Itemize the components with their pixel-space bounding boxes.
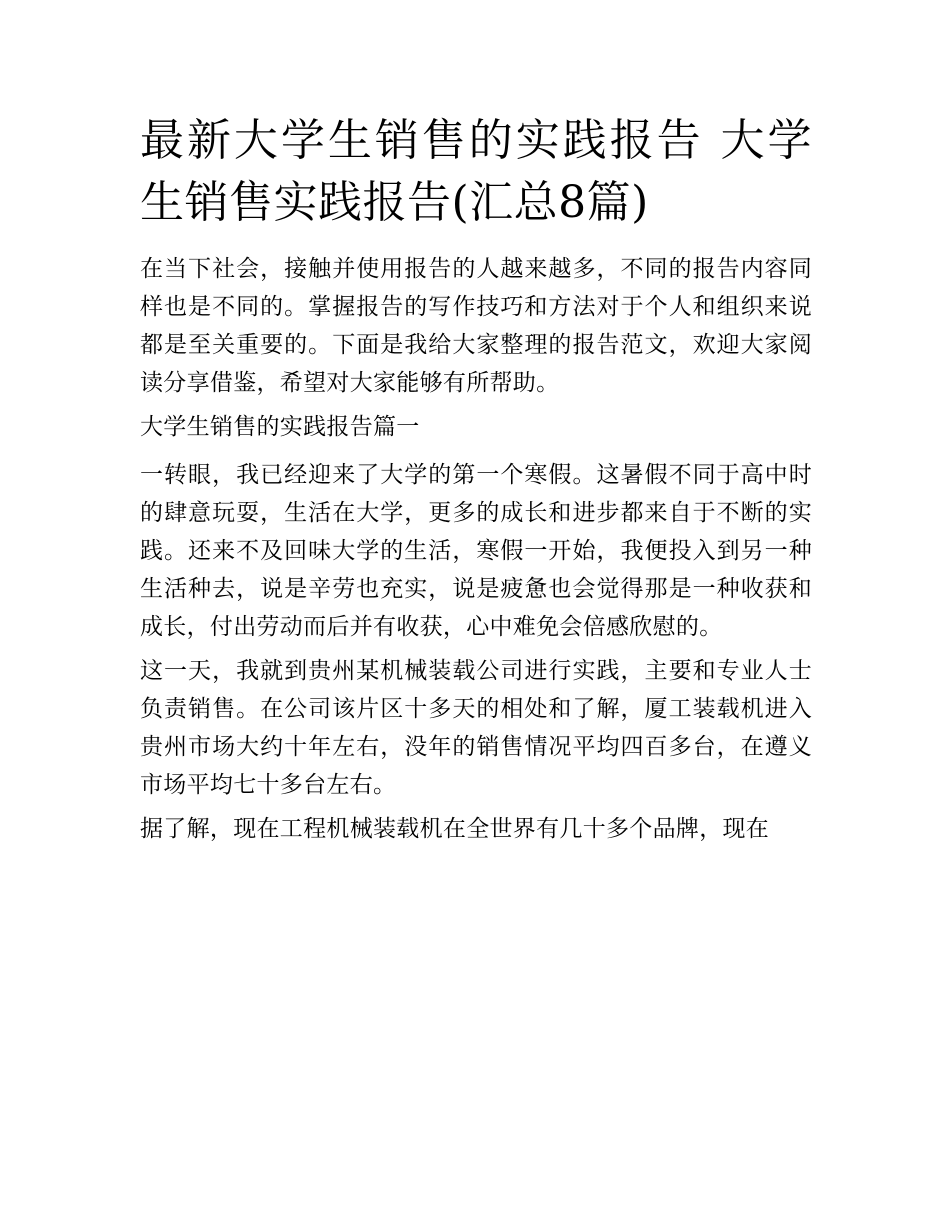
body-paragraph: 这一天，我就到贵州某机械装载公司进行实践，主要和专业人士负责销售。在公司该片区十多天的相处和了解，厦工装载机进入贵州市场大约十年左右，没年的销售情况平均四百多台，在遵义市场平均七十多台左右。 [140,658,812,798]
body-paragraph: 据了解，现在工程机械装载机在全世界有几十多个品牌，现在 [140,816,770,842]
document-title: 最新大学生销售的实践报告 大学生销售实践报告(汇总8篇) [140,115,812,228]
body-paragraph: 一转眼，我已经迎来了大学的第一个寒假。这暑假不同于高中时的肆意玩耍，生活在大学，更多的成长和进步都来自于不断的实践。还来不及回味大学的生活，寒假一开始，我便投入到另一种生活种去，说是辛劳也充实，说是疲惫也会觉得那是一种收获和成长，付出劳动而后并有收获，心中难免会倍感欣慰的。 [140,462,812,640]
document-body [140,250,812,848]
document-content [140,110,812,854]
section-heading: 大学生销售的实践报告篇一 [140,414,420,440]
intro-paragraph: 在当下社会，接触并使用报告的人越来越多，不同的报告内容同样也是不同的。掌握报告的写作技巧和方法对于个人和组织来说都是至关重要的。下面是我给大家整理的报告范文，欢迎大家阅读分享借鉴，希望对大家能够有所帮助。 [140,256,812,396]
